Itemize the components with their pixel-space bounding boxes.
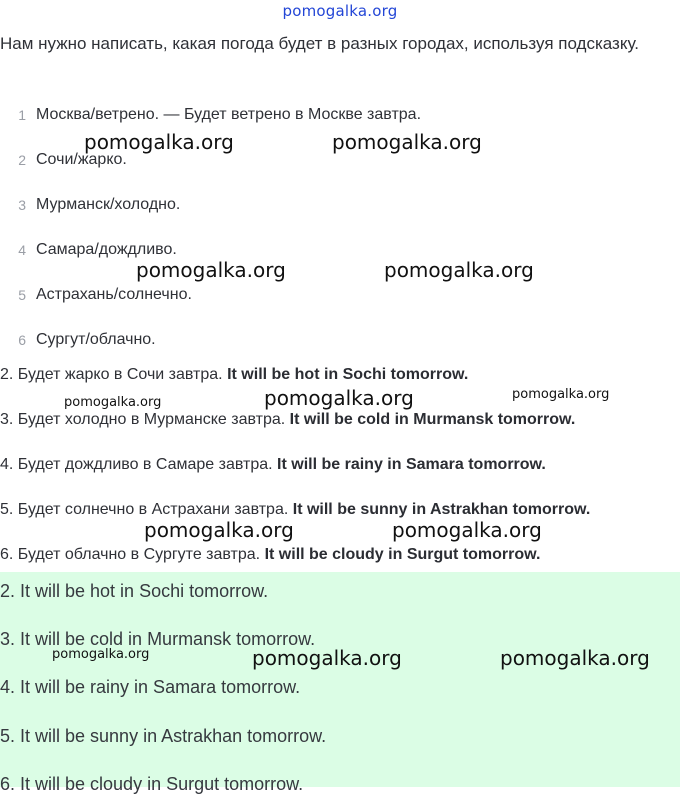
answer-ru: 4. Будет дождливо в Самаре завтра.	[0, 456, 273, 473]
task-number: 2	[18, 152, 26, 168]
watermark: pomogalka.org	[84, 130, 234, 154]
answer-en: It will be rainy in Samara tomorrow.	[277, 456, 546, 473]
task-text: Москва/ветрено. — Будет ветрено в Москве завтра.	[36, 106, 422, 123]
answer-ru: 6. Будет облачно в Сургуте завтра.	[0, 546, 261, 563]
task-text: Мурманск/холодно.	[36, 196, 181, 213]
intro-paragraph: Нам нужно написать, какая погода будет в разных городах, используя подсказку.	[0, 34, 639, 53]
answer-box-row: 2. It will be hot in Sochi tomorrow.	[0, 581, 269, 601]
answer-en: It will be cloudy in Surgut tomorrow.	[264, 546, 541, 563]
watermark: pomogalka.org	[264, 386, 414, 410]
answer-en: It will be cold in Murmansk tomorrow.	[289, 411, 576, 428]
answer-box-row: 5. It will be sunny in Astrakhan tomorrow.	[0, 726, 327, 746]
watermark: pomogalka.org	[384, 258, 534, 282]
answer-row	[0, 360, 680, 390]
task-item	[0, 190, 680, 220]
task-number: 3	[18, 197, 26, 213]
watermark: pomogalka.org	[144, 518, 294, 542]
task-number: 6	[18, 332, 26, 348]
watermark: pomogalka.org	[52, 647, 150, 662]
answer-row	[0, 405, 680, 435]
task-number: 4	[18, 242, 26, 258]
task-item	[0, 145, 680, 175]
watermark: pomogalka.org	[136, 258, 286, 282]
answer-row	[0, 495, 680, 525]
answer-ru: 2. Будет жарко в Сочи завтра.	[0, 366, 223, 383]
task-text: Астрахань/солнечно.	[36, 286, 192, 303]
answer-box-row: 4. It will be rainy in Samara tomorrow.	[0, 677, 301, 697]
site-header[interactable]: pomogalka.org	[282, 2, 398, 20]
watermark: pomogalka.org	[64, 395, 162, 410]
watermark: pomogalka.org	[332, 130, 482, 154]
answer-ru: 3. Будет холодно в Мурманске завтра.	[0, 411, 286, 428]
task-text: Сочи/жарко.	[36, 151, 127, 168]
answer-en: It will be sunny in Astrakhan tomorrow.	[292, 501, 591, 518]
task-item	[0, 325, 680, 355]
task-number: 1	[18, 107, 26, 123]
answer-en: It will be hot in Sochi tomorrow.	[227, 366, 469, 383]
answer-ru: 5. Будет солнечно в Астрахани завтра.	[0, 501, 289, 518]
answer-row	[0, 450, 680, 480]
watermark: pomogalka.org	[392, 518, 542, 542]
task-text: Самара/дождливо.	[36, 241, 177, 258]
watermark: pomogalka.org	[512, 387, 610, 402]
answer-box-row: 6. It will be cloudy in Surgut tomorrow.	[0, 774, 304, 794]
task-item	[0, 235, 680, 265]
task-item	[0, 280, 680, 310]
answer-box-row: 3. It will be cold in Murmansk tomorrow.	[0, 629, 316, 649]
watermark: pomogalka.org	[500, 646, 650, 670]
task-item	[0, 100, 680, 130]
task-number: 5	[18, 287, 26, 303]
answer-row	[0, 540, 680, 570]
watermark: pomogalka.org	[252, 646, 402, 670]
task-text: Сургут/облачно.	[36, 331, 156, 348]
answer-box	[0, 572, 680, 794]
